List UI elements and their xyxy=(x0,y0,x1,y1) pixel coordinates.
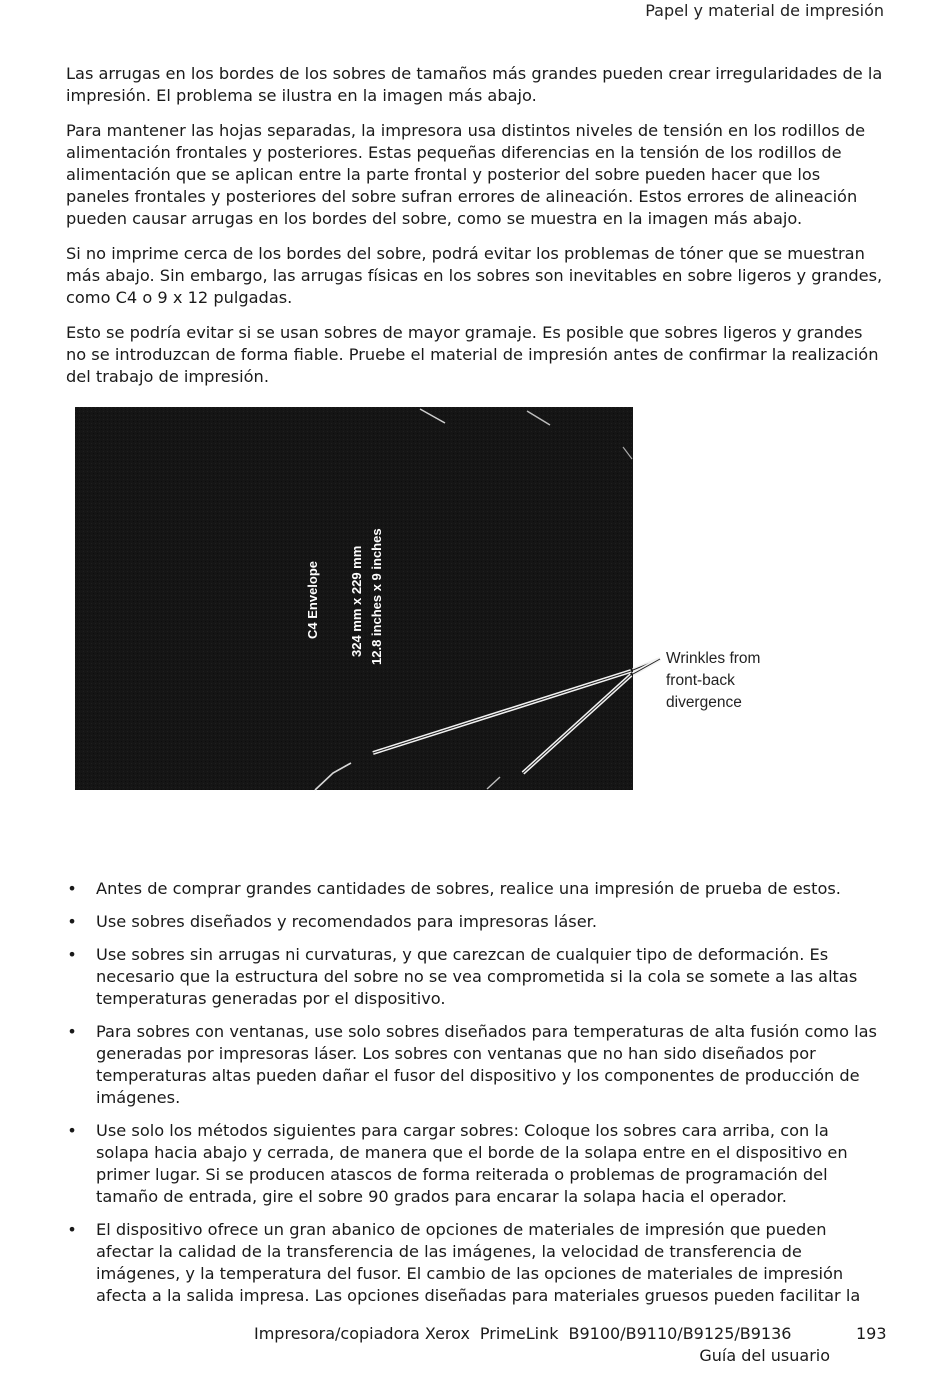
paragraph-1: Las arrugas en los bordes de los sobres de tamaños más grandes pueden crear irregularidades de la impresión. El problema se ilustra en la imagen más abajo. xyxy=(66,64,883,105)
paragraph-3: Si no imprime cerca de los bordes del sobre, podrá evitar los problemas de tóner que se muestran más abajo. Sin embargo, las arrugas físicas en los sobres son inevitables en sobre ligeros y grandes, como C4 o 9 x 12 pulgadas. xyxy=(66,244,883,307)
callout-text-line-3: divergence xyxy=(666,694,742,711)
footer-product-b: PrimeLink xyxy=(479,1324,559,1343)
list-item: • Antes de comprar grandes cantidades de sobres, realice una impresión de prueba de estos. xyxy=(67,879,841,898)
list-item: • Use solo los métodos siguientes para cargar sobres: Coloque los sobres cara arriba, con la solapa hacia abajo y cerrada, de manera que el borde de la solapa entre en el dispositivo en primer lugar. Si se producen atascos de forma reiterada o problemas de programación del tamaño de entrada, gire el sobre 90 grados para encarar la solapa hacia el operador. xyxy=(67,1121,848,1206)
bullet-icon: • xyxy=(67,1220,77,1239)
body-text xyxy=(66,63,884,401)
recommendation-list xyxy=(66,878,884,1318)
paragraph-4: Esto se podría evitar si se usan sobres de mayor gramaje. Es posible que sobres ligeros y grandes no se introduzcan de forma fiable. Pruebe el material de impresión antes de confirmar la realización del trabajo de impresión. xyxy=(66,323,879,386)
envelope-label: C4 Envelope xyxy=(305,560,320,639)
callout-text-line-2: front-back xyxy=(666,672,735,689)
list-item: • Use sobres sin arrugas ni curvaturas, y que carezcan de cualquier tipo de deformación. Es necesario que la estructura del sobre no se vea comprometida si la cola se somete a las altas temperaturas generadas por el dispositivo. xyxy=(67,945,858,1008)
bullet-icon: • xyxy=(67,912,77,931)
bullet-icon: • xyxy=(67,879,77,898)
footer-guide: Guía del usuario xyxy=(699,1346,830,1365)
envelope-wrinkle-figure xyxy=(75,407,785,791)
bullet-icon: • xyxy=(67,1022,77,1041)
envelope-size-mm: 324 mm x 229 mm xyxy=(349,545,364,657)
page-header: Papel y material de impresión xyxy=(645,1,884,20)
footer-product-a: Impresora/copiadora Xerox xyxy=(254,1324,470,1343)
page-number: 193 xyxy=(856,1324,887,1343)
envelope-photo xyxy=(75,407,785,791)
footer-product xyxy=(254,1323,791,1345)
envelope-size-inches: 12.8 inches x 9 inches xyxy=(369,528,384,665)
list-item: • Use sobres diseñados y recomendados para impresoras láser. xyxy=(67,912,597,931)
list-item: • Para sobres con ventanas, use solo sobres diseñados para temperaturas de alta fusión como las generadas por impresoras láser. Los sobres con ventanas que no han sido diseñados por temperaturas altas pueden dañar el fusor del dispositivo y los componentes de producción de imágenes. xyxy=(67,1022,877,1107)
callout-text-line-1: Wrinkles from xyxy=(666,650,761,667)
bullet-icon: • xyxy=(67,1121,77,1140)
bullet-icon: • xyxy=(67,945,77,964)
footer-product-c: B9100/B9110/B9125/B9136 xyxy=(568,1324,792,1343)
paragraph-2: Para mantener las hojas separadas, la impresora usa distintos niveles de tensión en los rodillos de alimentación frontales y posteriores. Estas pequeñas diferencias en la tensión de los rodillos de alimentación que se aplican entre la parte frontal y posterior del sobre pueden hacer que los paneles frontales y posteriores del sobre sufran errores de alineación. Estos errores de alineación pueden causar arrugas en los bordes del sobre, como se muestra en la imagen más abajo. xyxy=(66,121,866,228)
list-item: • El dispositivo ofrece un gran abanico de opciones de materiales de impresión que pueden afectar la calidad de la transferencia de las imágenes, la velocidad de transferencia de imágenes, y la temperatura del fusor. El cambio de las opciones de materiales de impresión afecta a la salida impresa. Las opciones diseñadas para materiales gruesos pueden facilitar la xyxy=(67,1220,861,1305)
